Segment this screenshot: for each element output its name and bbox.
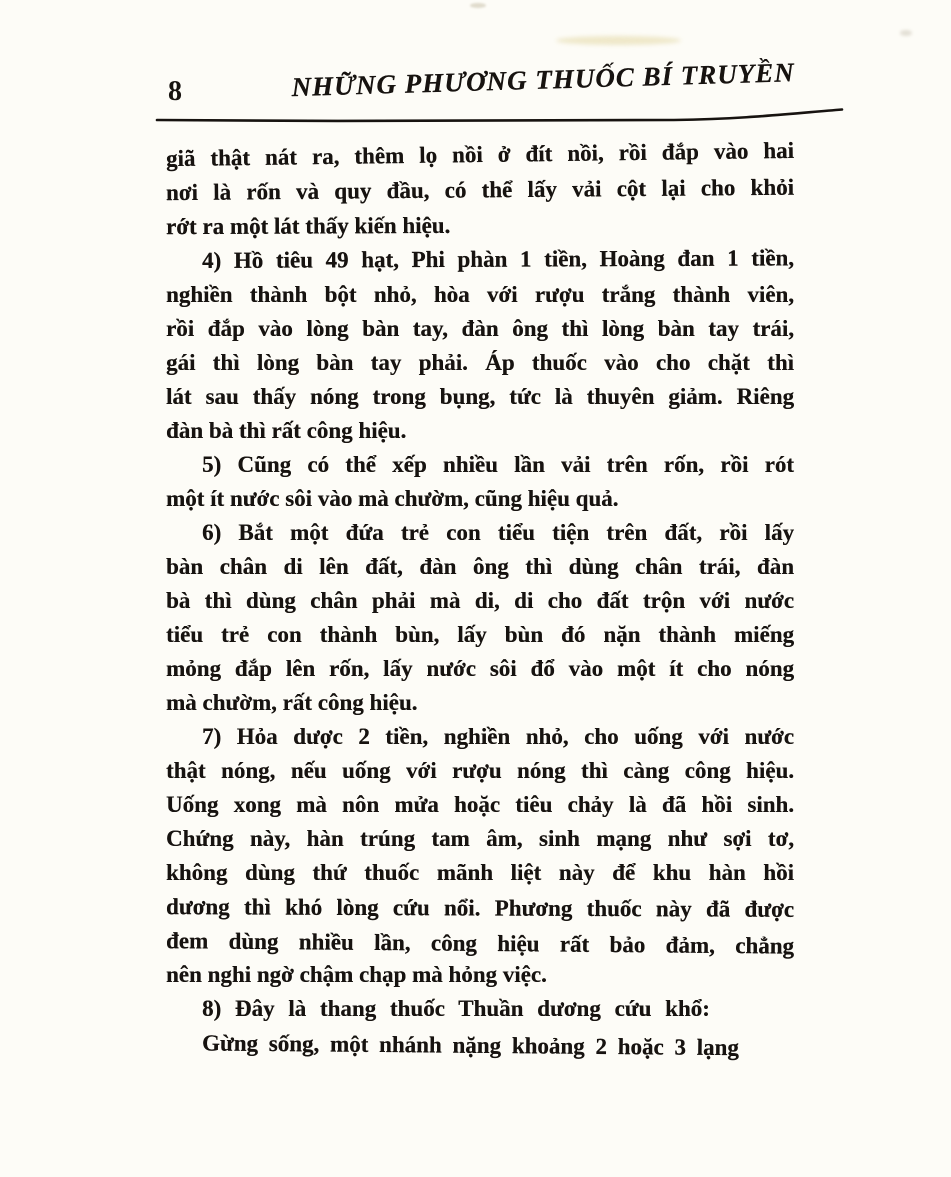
text-line: 7) Hỏa dược 2 tiền, nghiền nhỏ, cho uống với nước bbox=[202, 724, 794, 749]
text-line: Gừng sống, một nhánh nặng khoảng 2 hoặc 3 lạng bbox=[201, 1030, 739, 1060]
text-line: bà thì dùng chân phải mà di, di cho đất trộn với nước bbox=[166, 588, 794, 613]
text-line: tiểu trẻ con thành bùn, lấy bùn đó nặn thành miếng bbox=[166, 622, 794, 647]
text-line: gái thì lòng bàn tay phải. Áp thuốc vào cho chặt thì bbox=[166, 350, 794, 375]
scan-artifact bbox=[470, 3, 486, 8]
text-line: 6) Bắt một đứa trẻ con tiểu tiện trên đất, rồi lấy bbox=[202, 520, 794, 545]
text-line: rớt ra một lát thấy kiến hiệu. bbox=[165, 212, 451, 239]
text-line: dương thì khó lòng cứu nổi. Phương thuốc này đã được bbox=[165, 894, 795, 922]
text-line: giã thật nát ra, thêm lọ nồi ở đít nồi, rồi đắp vào hai bbox=[165, 137, 795, 171]
text-line: nghiền thành bột nhỏ, hòa với rượu trắng thành viên, bbox=[166, 282, 794, 307]
text-line: 4) Hồ tiêu 49 hạt, Phi phàn 1 tiền, Hoàng đan 1 tiền, bbox=[201, 245, 795, 273]
text-line: đem dùng nhiều lần, công hiệu rất bảo đảm, chẳng bbox=[165, 928, 795, 959]
header-rule-line bbox=[154, 106, 846, 128]
text-line: nơi là rốn và quy đầu, có thể lấy vải cột lại cho khỏi bbox=[165, 174, 795, 205]
text-line: bàn chân di lên đất, đàn ông thì dùng chân trái, đàn bbox=[166, 554, 794, 579]
text-line: rồi đắp vào lòng bàn tay, đàn ông thì lòng bàn tay trái, bbox=[166, 316, 794, 341]
text-line: 8) Đây là thang thuốc Thuần dương cứu khổ: bbox=[202, 996, 710, 1021]
scan-artifact bbox=[900, 30, 912, 36]
text-line: 5) Cũng có thể xếp nhiều lần vải trên rốn, rồi rót bbox=[202, 452, 794, 477]
text-line: Uống xong mà nôn mửa hoặc tiêu chảy là đã hồi sinh. bbox=[166, 792, 794, 817]
page-number: 8 bbox=[168, 76, 183, 107]
text-line: nên nghi ngờ chậm chạp mà hỏng việc. bbox=[166, 962, 547, 987]
scan-smudge bbox=[556, 36, 681, 45]
running-header-title: NHỮNG PHƯƠNG THUỐC BÍ TRUYỀN bbox=[291, 57, 796, 103]
text-line: mỏng đắp lên rốn, lấy nước sôi đổ vào một ít cho nóng bbox=[166, 656, 794, 681]
text-line: một ít nước sôi vào mà chườm, cũng hiệu quả. bbox=[166, 486, 619, 511]
text-line: thật nóng, nếu uống với rượu nóng thì càng công hiệu. bbox=[166, 758, 794, 783]
text-line: đàn bà thì rất công hiệu. bbox=[166, 418, 407, 443]
text-line: Chứng này, hàn trúng tam âm, sinh mạng như sợi tơ, bbox=[166, 826, 794, 851]
page-text bbox=[165, 137, 795, 1060]
text-line: không dùng thứ thuốc mãnh liệt này để khu hàn hồi bbox=[166, 860, 794, 885]
text-line: lát sau thấy nóng trong bụng, tức là thuyên giảm. Riêng bbox=[166, 384, 794, 409]
text-line: mà chườm, rất công hiệu. bbox=[166, 690, 418, 715]
